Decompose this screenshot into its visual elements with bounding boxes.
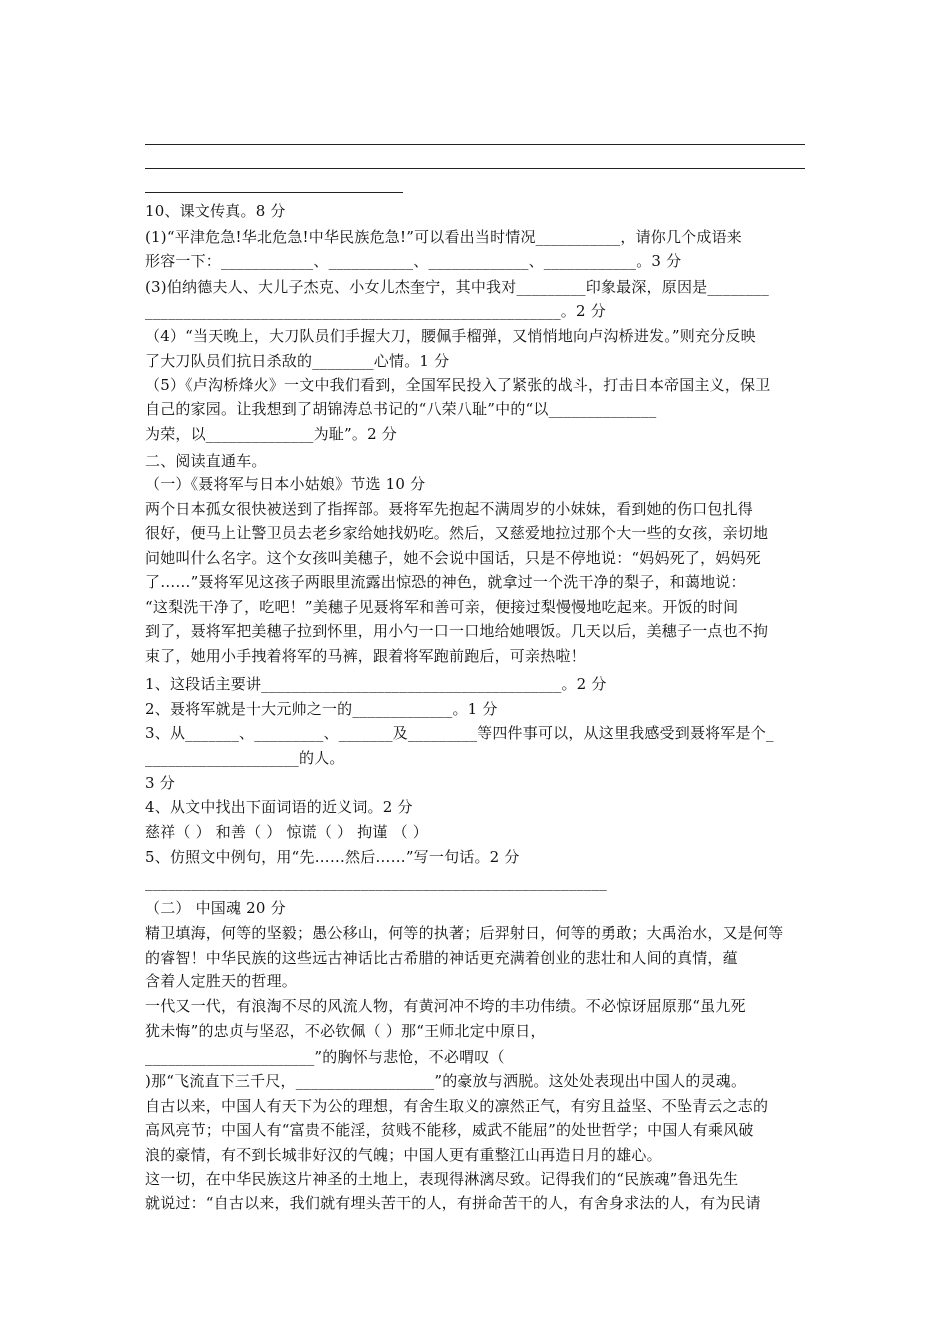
answer-line [145,168,805,169]
text-line: 浪的豪情，有不到长城非好汉的气魄；中国人更有重整江山再造日月的雄心。 [145,1146,662,1164]
text-line: 10、课文传真。8 分 [145,202,286,220]
text-line: (3)伯纳德夫人、大儿子杰克、小女儿杰奎宁，其中我对_________印象最深，原因是________ [145,278,769,296]
text-line: 了……”聂将军见这孩子两眼里流露出惊恐的神色，就拿过一个洗干净的梨子，和蔼地说： [145,573,746,591]
text-line: （二） 中国魂 20 分 [145,899,286,917]
text-line: 自古以来，中国人有天下为公的理想，有舍生取义的凛然正气，有穷且益坚、不坠青云之志的 [145,1097,769,1115]
text-line: 含着人定胜天的哲理。 [145,972,298,990]
text-line: 为荣，以______________为耻”。2 分 [145,425,397,443]
text-line: ____________________的人。 [145,749,345,767]
text-line: （一）《聂将军与日本小姑娘》节选 10 分 [145,475,426,493]
text-line: 就说过：“自古以来，我们就有埋头苦干的人，有拼命苦干的人，有舍身求法的人，有为民请 [145,1194,761,1212]
text-line: 问她叫什么名字。这个女孩叫美穗子，她不会说中国话，只是不停地说：“妈妈死了，妈妈死 [145,549,761,567]
text-line: 自己的家园。让我想到了胡锦涛总书记的“八荣八耻”中的“以______________ [145,400,657,418]
text-line: 犹未悔”的忠贞与坚忍，不必钦佩（ ）那“王师北定中原日， [145,1022,546,1040]
answer-line [145,192,403,193]
text-line: )那“飞流直下三千尺，__________________”的豪放与洒脱。这处处表现出中国人的灵魂。 [145,1072,747,1090]
text-line: 1、这段话主要讲_______________________________________。2 分 [145,675,607,693]
text-line: ______________________________________________________。2 分 [145,302,606,320]
text-line: 3 分 [145,774,175,792]
text-line: 到了，聂将军把美穗子拉到怀里，用小勺一口一口地给她喂饭。几天以后，美穗子一点也不拘 [145,622,769,640]
text-line: 高风亮节；中国人有“富贵不能淫，贫贱不能移，威武不能屈”的处世哲学；中国人有乘风破 [145,1121,754,1139]
text-line: 4、从文中找出下面词语的近义词。2 分 [145,798,413,816]
text-line: 5、仿照文中例句，用“先……然后……”写一句话。2 分 [145,848,520,866]
text-line: “这梨洗干净了，吃吧！”美穗子见聂将军和善可亲，便接过梨慢慢地吃起来。开饭的时间 [145,598,739,616]
text-line: 束了，她用小手拽着将军的马裤，跟着将军跑前跑后，可亲热啦！ [145,647,586,665]
text-line: (1)“平津危急!华北危急!中华民族危急!”可以看出当时情况___________，请你几个成语来 [145,228,742,246]
text-line: 2、聂将军就是十大元帅之一的_____________。1 分 [145,700,498,718]
text-line: 慈祥（ ） 和善（ ） 惊谎（ ） 拘谨 （ ） [145,823,428,841]
text-line: 的睿智！中华民族的这些远古神话比古希腊的神话更充满着创业的悲壮和人间的真情，蕴 [145,949,738,967]
text-line: 形容一下：____________、___________、_____________、____________。3 分 [145,252,682,270]
text-line: 这一切，在中华民族这片神圣的土地上，表现得淋漓尽致。记得我们的“民族魂”鲁迅先生 [145,1170,739,1188]
text-line: ______________________”的胸怀与悲怆，不必喟叹（ [145,1048,505,1066]
text-line: 很好，便马上让警卫员去老乡家给她找奶吃。然后，又慈爱地拉过那个大一些的女孩，亲切地 [145,524,769,542]
text-line: （5）《卢沟桥烽火》一文中我们看到，全国军民投入了紧张的战斗，打击日本帝国主义，保卫 [145,376,771,394]
text-line: ____________________________________________________________ [145,873,607,891]
text-line: 3、从_______、_________、_______及_________等四件事可以，从这里我感受到聂将军是个_ [145,724,774,742]
text-line: 二、阅读直通车。 [145,452,267,470]
text-line: 精卫填海，何等的坚毅；愚公移山，何等的执著；后羿射日，何等的勇敢；大禹治水，又是何等 [145,924,784,942]
text-line: （4）“当天晚上，大刀队员们手握大刀，腰佩手榴弹，又悄悄地向卢沟桥进发。”则充分反映 [145,327,756,345]
text-line: 了大刀队员们抗日杀敌的________心情。1 分 [145,352,450,370]
text-line: 两个日本孤女很快被送到了指挥部。聂将军先抱起不满周岁的小妹妹，看到她的伤口包扎得 [145,500,754,518]
answer-line [145,144,805,145]
text-line: 一代又一代，有浪淘不尽的风流人物，有黄河冲不垮的丰功伟绩。不必惊讶屈原那“虽九死 [145,997,746,1015]
